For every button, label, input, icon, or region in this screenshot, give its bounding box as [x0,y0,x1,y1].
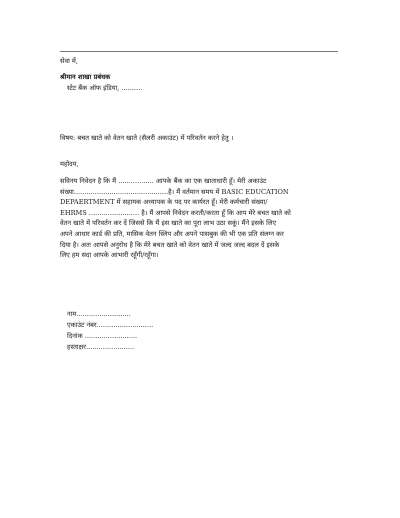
body-line: संख्या.............................................है। मैं वर्तमान समय में BASIC EDUCATION [60,187,289,196]
body-line: दिया है। अतः आपसे अनुरोध है कि मेरे बचत खाते को वेतन खाते में जल्द जल्द बदल दें इसके [60,240,280,249]
greeting: महोदय, [60,160,79,168]
body-line: लिए हम सदा आपके आभारी रहूँगी/रहूँगा। [60,251,159,260]
name-field: नाम.......................... [67,310,131,318]
body-line: सविनय निवेदन है कि मैं ................. आपके बैंक का एक खाताधारी हूँ। मेरी अकाउंट [60,177,267,185]
account-number-field: एकाउंट नंबर........................... [67,321,154,329]
subject-line: विषय: बचत खाते को वेतन खाते (सैलरी अकाउंट) में परिवर्तन करने हेतु । [60,134,234,142]
recipient-title: श्रीमान शाखा प्रबंधक [60,73,111,81]
top-divider [60,51,338,52]
body-line: वेतन खाते में परिवर्तन कर दें जिससे कि मैं इस खाते का पूरा लाभ उठा सकूं। मैंने इसके लिए [60,219,276,228]
address-salutation: सेवा में, [60,57,78,65]
bank-name: स्टेट बैंक ऑफ इंडिया, .......... [67,84,143,92]
body-line: DEPAERTMENT में सहायक अध्यापक के पद पर कार्यरत हूँ। मेरी कर्मचारी संख्या/ [60,198,268,207]
signature-block [67,309,267,353]
signature-field: हस्ताक्षर....................... [67,343,135,351]
body-line: अपने आधार कार्ड की प्रति, मासिक वेतन स्लिप और अपने पासबुक की भी एक प्रति संलग्न कर [60,229,284,238]
letter-body [60,176,342,261]
date-field: दिनांक ......................... [67,332,138,340]
body-line: EHRMS ........................ है। मैं आपसे निवेदन करती/करता हूँ कि आप मेरे बचत खाते को [60,208,291,217]
